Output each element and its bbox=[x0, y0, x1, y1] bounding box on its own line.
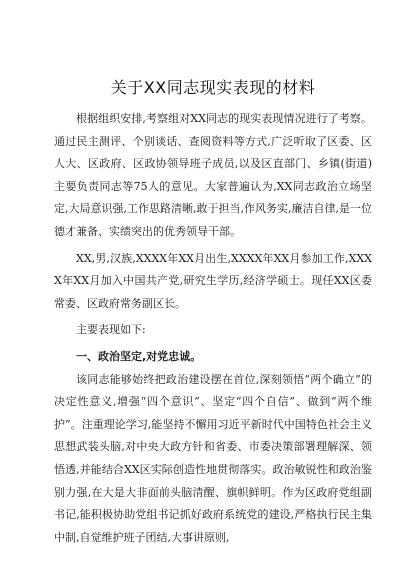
main-performance-intro: 主要表现如下: bbox=[76, 323, 146, 337]
intro-paragraph: 根据组织安排,考察组对XX同志的现实表现情况进行了考察。通过民主测评、个别谈话、查阅资料等方式,广泛听取了区委、区人大、区政府、区政协领导班子成员,以及区直部门、乡镇(街道)主要负责同志等75人的意见。大家普遍认为,XX同志政治立场坚定,大局意识强,工作思路清晰,敢于担当,作风务实,廉洁自律,是一位德才兼备、实绩突出的优秀领导干部。 bbox=[54, 112, 372, 238]
document-title: 关于XX同志现实表现的材料 bbox=[110, 78, 316, 97]
section-body-political: 该同志能够始终把政治建设摆在首位,深刻领悟“两个确立”的决定性意义,增强“四个意识”、坚定“四个自信”、做到“两个维护”。注重理论学习,能坚持不懈用习近平新时代中国特色社会主义思想武装头脑,对中央大政方针和省委、市委决策部署理解深、领悟透,并能结合XX区实际创造性地贯彻落实。政治敏锐性和政治鉴别力强,在大是大非面前头脑清醒、旗帜鲜明。作为区政府党组副书记,能积极协助党组书记抓好政府系统党的建设,严格执行民主集中制,自觉维护班子团结,大事讲原则, bbox=[54, 372, 372, 544]
profile-paragraph: XX,男,汉族,XXXX年XX月出生,XXXX年XX月参加工作,XXXX年XX月加入中国共产党,研究生学历,经济学硕士。现任XX区委常委、区政府常务副区长。 bbox=[54, 251, 372, 310]
section-heading-political: 一、政治坚定,对党忠诚。 bbox=[76, 349, 202, 363]
